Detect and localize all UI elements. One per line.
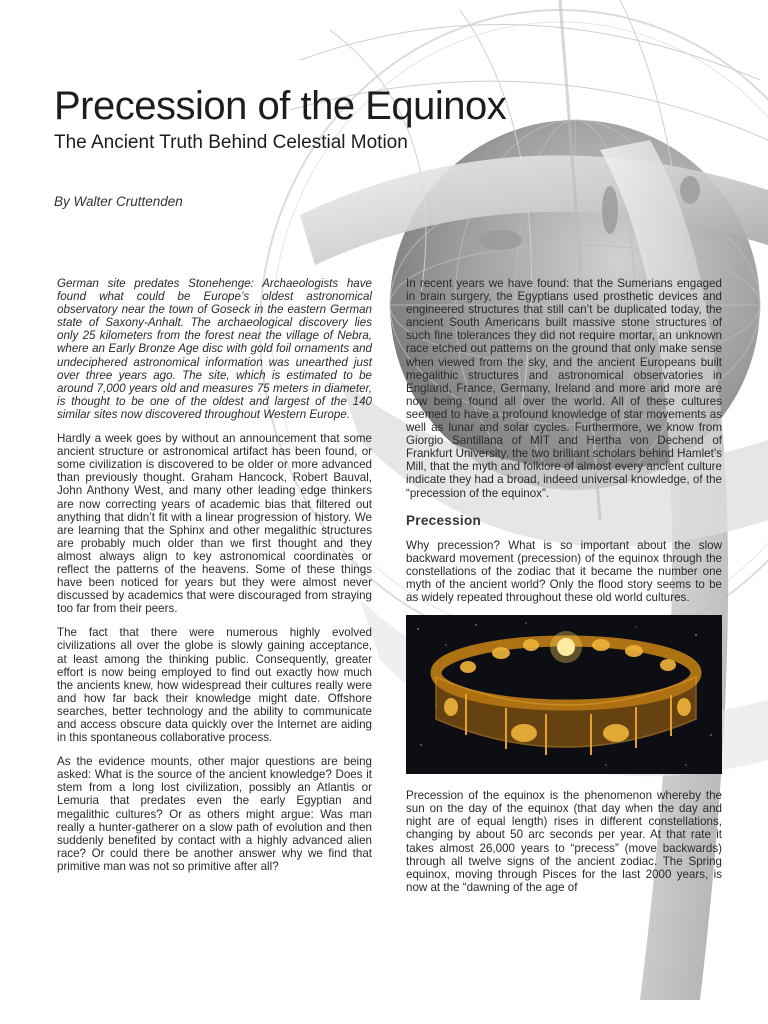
body-paragraph: Precession of the equinox is the phenomenon whereby the sun on the day of the equinox (that day when the day and night are of equal length) rises in different constellations, changing by about 50 arc seconds per year. At that rate it takes almost 26,000 years to “precess” (move backwards) through all twelve signs of the ancient zodiac. The Spring equinox, moving through Pisces for the last 2000 years, is now at the “dawning of the age of [406, 789, 722, 894]
page-subtitle: The Ancient Truth Behind Celestial Motion [54, 132, 408, 153]
left-column [57, 277, 372, 884]
body-paragraph: Hardly a week goes by without an announcement that some ancient structure or astronomical artifact has been found, or some civilization is discovered to be older or more advanced than previously thought. Graham Hancock, Robert Bauval, John Anthony West, and many other leading edge thinkers are now correcting years of academic bias that filtered out anything that didn’t fit with a linear progression of history. We are learning that the Sphinx and other megalithic structures are probably much older than we first thought and they almost always align to key astronomical coordinates or reflect the patterns of the heavens. Some of these things have been noticed for years but they were almost never discussed by academics that were discouraged from straying too far from their peers. [57, 432, 372, 616]
intro-paragraph: German site predates Stonehenge: Archaeologists have found what could be Europe’s oldest astronomical observatory near the town of Goseck in the eastern German state of Saxony-Anhalt. The archaeological discovery lies only 25 kilometers from the forest near the village of Nebra, where an Early Bronze Age disc with gold foil ornaments and undeciphered astronomical information was unearthed just over three years ago. The site, which is estimated to be around 7,000 years old and measures 75 meters in diameter, is thought to be one of the oldest and largest of the 140 similar sites now discovered throughout Western Europe. [57, 277, 372, 421]
right-column [406, 277, 722, 905]
section-heading-precession: Precession [406, 512, 482, 528]
body-paragraph: As the evidence mounts, other major questions are being asked: What is the source of the ancient knowledge? Does it stem from a long lost civilization, possibly an Atlantis or Lemuria that predates even the early Egyptian and megalithic cultures? Or as others might argue: Was man really a hunter-gatherer on a slow path of evolution and then suddenly benefited by contact with a highly advanced alien race? Or could there be another answer why we find that primitive man was not so primitive after all? [57, 755, 372, 873]
zodiac-ring-image [406, 615, 722, 774]
author-byline: By Walter Cruttenden [54, 194, 183, 209]
body-paragraph: The fact that there were numerous highly evolved civilizations all over the globe is slowly gaining acceptance, at least among the thinking public. Consequently, greater effort is now being employed to find out exactly how much the ancients knew, how widespread their cultures really were and how far back their knowledge might date. Offshore searches, better technology and the ability to communicate and access obscure data quickly over the Internet are aiding in this spontaneous collaborative process. [57, 626, 372, 745]
body-paragraph: Why precession? What is so important about the slow backward movement (precession) of the equinox through the constellations of the zodiac that it became the number one myth of the ancient world? Only the flood story seems to be as widely repeated throughout these old world cultures. [406, 538, 722, 605]
body-paragraph: In recent years we have found: that the Sumerians engaged in brain surgery, the Egyptians used prosthetic devices and engineered structures that still can’t be duplicated today, the ancient South Americans built massive stone structures of such fine tolerances they did not require mortar, an unknown race etched out patterns on the ground that only make sense when viewed from the sky, and the ancient Europeans built megalithic structures and astronomical observatories in England, France, Germany, Ireland and more and more are now being found all over the world. All of these cultures seemed to have a profound knowledge of star movements as well as lunar and solar cycles. Furthermore, we know from Giorgio Santillana of MIT and Hertha von Dechend of Frankfurt University, the two brilliant scholars behind Hamlet’s Mill, that the myth and folklore of almost every ancient culture indicate they had a broad, indeed universal knowledge, of the “precession of the equinox”. [406, 277, 722, 500]
page-title: Precession of the Equinox [54, 84, 507, 128]
